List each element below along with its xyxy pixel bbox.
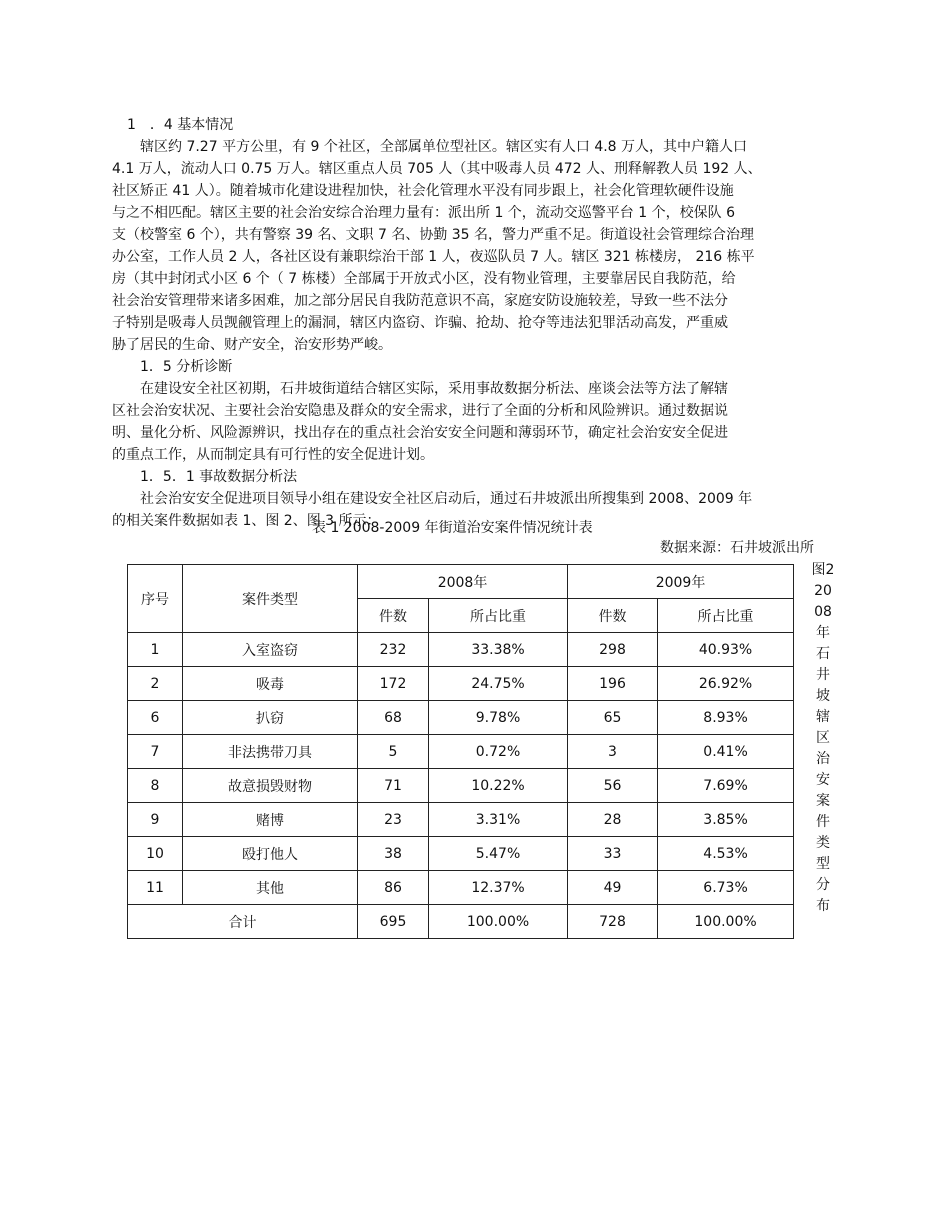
header-seq: 序号 [128, 565, 183, 633]
paragraph-line: 社会治安管理带来诸多困难，加之部分居民自我防范意识不高，家庭安防设施较差，导致一些不法分 [112, 293, 728, 309]
header-ratio-2009: 所占比重 [658, 599, 794, 633]
table-row [128, 735, 794, 769]
table-row [128, 871, 794, 905]
cell-total-label: 合计 [128, 905, 358, 939]
cell-total-ratio-2009: 100.00% [658, 905, 794, 939]
cell-count-2008: 5 [358, 735, 429, 769]
case-statistics-table [127, 564, 794, 939]
cell-ratio-2008: 10.22% [429, 769, 568, 803]
cell-seq: 10 [128, 837, 183, 871]
cell-ratio-2008: 0.72% [429, 735, 568, 769]
paragraph-line: 胁了居民的生命、财产安全，治安形势严峻。 [112, 337, 392, 353]
table-row [128, 633, 794, 667]
paragraph-line: 社区矫正 41 人）。随着城市化建设进程加快，社会化管理水平没有同步跟上，社会化管理软硬件设施 [112, 183, 734, 199]
header-year-2009: 2009年 [568, 565, 794, 599]
paragraph-line: 明、量化分析、风险源辨识，找出存在的重点社会治安安全问题和薄弱环节，确定社会治安安全促进 [112, 425, 728, 441]
cell-ratio-2008: 9.78% [429, 701, 568, 735]
paragraph-line: 在建设安全社区初期，石井坡街道结合辖区实际，采用事故数据分析法、座谈会法等方法了解辖 [112, 381, 728, 397]
cell-type: 殴打他人 [183, 837, 358, 871]
header-count-2009: 件数 [568, 599, 658, 633]
paragraph-line: 与之不相匹配。辖区主要的社会治安综合治理力量有：派出所 1 个，流动交巡警平台 1 个，校保队 6 [112, 205, 735, 221]
table-row [128, 837, 794, 871]
table-header-row [128, 565, 794, 599]
cell-count-2008: 68 [358, 701, 429, 735]
table-row [128, 803, 794, 837]
cell-type: 吸毒 [183, 667, 358, 701]
cell-ratio-2008: 33.38% [429, 633, 568, 667]
cell-seq: 9 [128, 803, 183, 837]
table-row [128, 667, 794, 701]
cell-ratio-2008: 3.31% [429, 803, 568, 837]
cell-count-2008: 23 [358, 803, 429, 837]
cell-type: 扒窃 [183, 701, 358, 735]
data-source: 数据来源：石井坡派出所 [660, 540, 814, 556]
cell-ratio-2008: 24.75% [429, 667, 568, 701]
paragraph-line: 4.1 万人，流动人口 0.75 万人。辖区重点人员 705 人（其中吸毒人员 472 人、刑释解教人员 192 人、 [112, 161, 762, 177]
paragraph-line: 支（校警室 6 个），共有警察 39 名、文职 7 名、协勤 35 名，警力严重不足。街道设社会管理综合治理 [112, 227, 755, 243]
paragraph-line: 的相关案件数据如表 1、图 2、图 3 所示： [112, 513, 381, 529]
cell-count-2009: 33 [568, 837, 658, 871]
section-heading-1-5: 1．5 分析诊断 [112, 359, 233, 375]
cell-count-2008: 232 [358, 633, 429, 667]
cell-count-2009: 65 [568, 701, 658, 735]
cell-count-2009: 28 [568, 803, 658, 837]
cell-count-2008: 38 [358, 837, 429, 871]
cell-seq: 1 [128, 633, 183, 667]
cell-count-2008: 71 [358, 769, 429, 803]
cell-type: 入室盗窃 [183, 633, 358, 667]
cell-seq: 6 [128, 701, 183, 735]
table-row [128, 769, 794, 803]
cell-count-2009: 49 [568, 871, 658, 905]
cell-type: 其他 [183, 871, 358, 905]
paragraph-line: 的重点工作，从而制定具有可行性的安全促进计划。 [112, 447, 434, 463]
section-heading-1-4: 1 ．4 基本情况 [127, 117, 234, 133]
cell-count-2008: 172 [358, 667, 429, 701]
cell-ratio-2009: 7.69% [658, 769, 794, 803]
cell-ratio-2009: 8.93% [658, 701, 794, 735]
cell-count-2008: 86 [358, 871, 429, 905]
paragraph-line: 房（其中封闭式小区 6 个（ 7 栋楼）全部属于开放式小区，没有物业管理，主要靠居民自我防范，给 [112, 271, 736, 287]
cell-total-count-2008: 695 [358, 905, 429, 939]
cell-total-ratio-2008: 100.00% [429, 905, 568, 939]
cell-count-2009: 3 [568, 735, 658, 769]
header-case-type: 案件类型 [183, 565, 358, 633]
paragraph-line: 社会治安安全促进项目领导小组在建设安全社区启动后，通过石井坡派出所搜集到 2008、2009 年 [112, 491, 753, 507]
cell-seq: 8 [128, 769, 183, 803]
figure-2-caption: 图2 2008年石井坡辖区治安案件类型分布 [811, 562, 835, 914]
cell-seq: 11 [128, 871, 183, 905]
header-ratio-2008: 所占比重 [429, 599, 568, 633]
cell-ratio-2009: 4.53% [658, 837, 794, 871]
cell-count-2009: 298 [568, 633, 658, 667]
cell-ratio-2009: 3.85% [658, 803, 794, 837]
cell-type: 故意损毁财物 [183, 769, 358, 803]
header-count-2008: 件数 [358, 599, 429, 633]
table-total-row [128, 905, 794, 939]
paragraph-line: 办公室，工作人员 2 人，各社区设有兼职综治干部 1 人，夜巡队员 7 人。辖区 321 栋楼房， 216 栋平 [112, 249, 755, 265]
cell-seq: 7 [128, 735, 183, 769]
section-heading-1-5-1: 1．5．1 事故数据分析法 [112, 469, 298, 485]
cell-ratio-2009: 6.73% [658, 871, 794, 905]
cell-type: 非法携带刀具 [183, 735, 358, 769]
table-title: 表 1 2008-2009 年街道治安案件情况统计表 [312, 520, 593, 536]
paragraph-line: 区社会治安状况、主要社会治安隐患及群众的安全需求，进行了全面的分析和风险辨识。通过数据说 [112, 403, 728, 419]
cell-ratio-2008: 12.37% [429, 871, 568, 905]
paragraph-line: 辖区约 7.27 平方公里，有 9 个社区，全部属单位型社区。辖区实有人口 4.8 万人，其中户籍人口 [112, 139, 748, 155]
cell-total-count-2009: 728 [568, 905, 658, 939]
cell-ratio-2009: 26.92% [658, 667, 794, 701]
paragraph-line: 子特别是吸毒人员觊觎管理上的漏洞，辖区内盗窃、诈骗、抢劫、抢夺等违法犯罪活动高发，严重威 [112, 315, 728, 331]
cell-type: 赌博 [183, 803, 358, 837]
cell-seq: 2 [128, 667, 183, 701]
cell-ratio-2009: 40.93% [658, 633, 794, 667]
table-row [128, 701, 794, 735]
cell-ratio-2008: 5.47% [429, 837, 568, 871]
cell-count-2009: 196 [568, 667, 658, 701]
header-year-2008: 2008年 [358, 565, 568, 599]
cell-count-2009: 56 [568, 769, 658, 803]
cell-ratio-2009: 0.41% [658, 735, 794, 769]
